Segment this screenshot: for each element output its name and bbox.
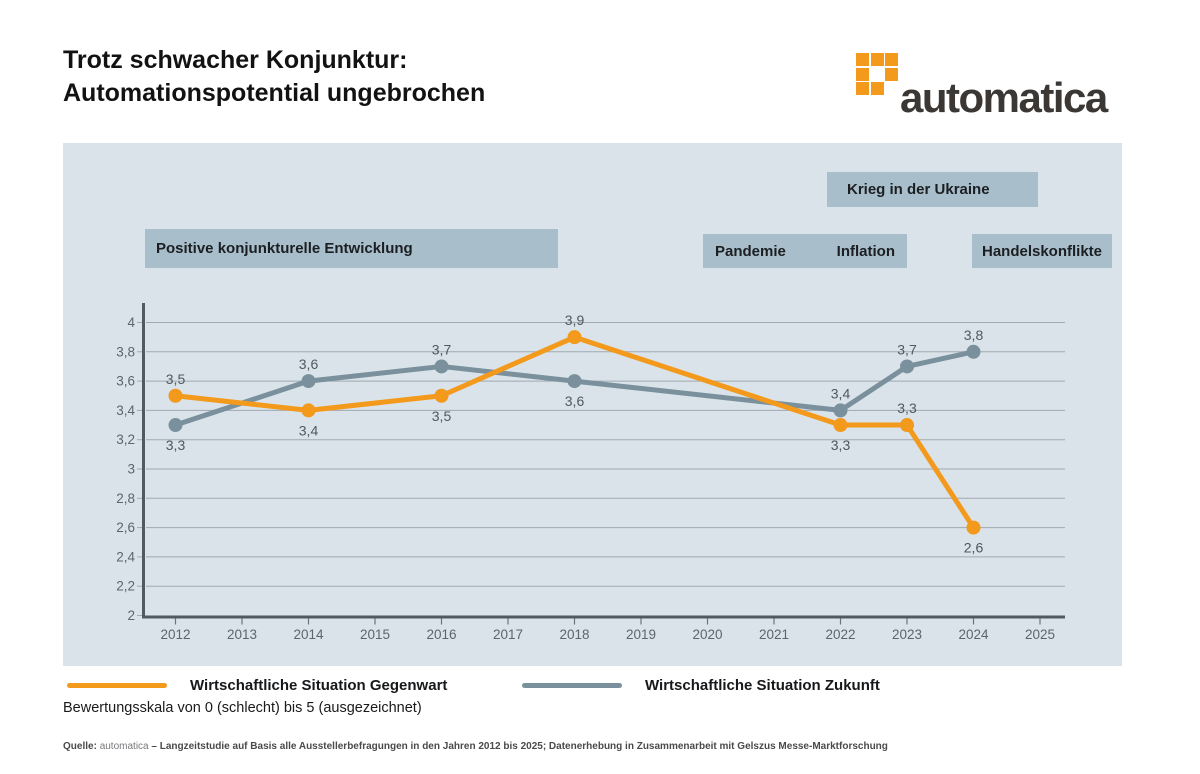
svg-text:2025: 2025 [1024,627,1056,642]
svg-text:2,8: 2,8 [116,490,135,506]
line-chart [63,143,1122,666]
source-brand: automatica [99,741,149,752]
page-title-line1: Trotz schwacher Konjunktur: [63,46,408,74]
svg-text:2019: 2019 [625,627,657,642]
svg-text:2,2: 2,2 [116,578,135,594]
svg-text:2021: 2021 [758,627,790,642]
svg-text:2,6: 2,6 [963,539,984,556]
svg-text:3,8: 3,8 [116,344,135,360]
svg-text:2018: 2018 [559,627,590,642]
svg-text:2020: 2020 [692,627,723,642]
automatica-logo [856,53,1126,119]
annotation-label: Krieg in der Ukraine [847,181,990,198]
svg-text:3,7: 3,7 [897,341,917,358]
annotation-pandemie-inflation [703,234,907,268]
svg-text:2012: 2012 [160,627,191,642]
svg-text:3,6: 3,6 [564,393,585,410]
annotation-handelskonflikte [972,234,1112,268]
logo-squares-icon [856,53,898,95]
legend-swatch-zukunft [522,683,622,688]
legend-label-gegenwart: Wirtschaftliche Situation Gegenwart [190,677,448,694]
svg-text:3,4: 3,4 [830,385,851,402]
svg-text:3,4: 3,4 [298,422,319,439]
legend-swatch-gegenwart [67,683,167,688]
svg-text:3,3: 3,3 [165,437,186,454]
logo-wordmark: automatica [900,74,1107,121]
svg-text:3,2: 3,2 [116,432,135,448]
svg-text:4: 4 [127,315,135,330]
svg-text:3,5: 3,5 [165,370,186,387]
annotation-krieg-ukraine [827,172,1038,207]
annotation-label: Positive konjunkturelle Entwicklung [156,240,413,257]
svg-text:2016: 2016 [426,627,457,642]
source-prefix: Quelle: [63,741,97,752]
svg-text:3,9: 3,9 [564,312,585,329]
svg-text:3: 3 [127,461,135,477]
svg-text:2014: 2014 [293,627,324,642]
svg-text:2024: 2024 [958,627,989,642]
page-title-line2: Automationspotential ungebrochen [63,79,486,107]
svg-text:3,3: 3,3 [830,437,851,454]
source-line [63,741,888,752]
svg-text:2013: 2013 [226,627,258,642]
svg-text:2,6: 2,6 [116,520,135,536]
svg-text:2022: 2022 [825,627,856,642]
svg-text:3,3: 3,3 [897,400,917,417]
chart-panel [63,143,1122,666]
svg-text:3,7: 3,7 [431,341,452,358]
annotation-label-pandemie: Pandemie [715,242,786,260]
svg-text:2,4: 2,4 [116,549,135,565]
svg-text:3,5: 3,5 [431,407,452,424]
svg-text:2017: 2017 [492,627,524,642]
annotation-label-inflation: Inflation [836,242,895,260]
svg-text:2015: 2015 [359,627,391,642]
svg-text:3,6: 3,6 [298,356,319,373]
svg-text:2: 2 [127,608,135,623]
svg-text:3,8: 3,8 [963,326,984,343]
legend-label-zukunft: Wirtschaftliche Situation Zukunft [645,677,880,694]
annotation-label: Handelskonflikte [981,242,1103,260]
svg-text:3,4: 3,4 [116,402,135,418]
svg-text:3,6: 3,6 [116,373,135,389]
page-title [63,44,485,110]
annotation-positive-entwicklung [145,229,558,268]
svg-text:2023: 2023 [891,627,923,642]
source-text: – Langzeitstudie auf Basis alle Ausstellerbefragungen in den Jahren 2012 bis 2025; Datenerhebung in Zusammenarbeit mit Gelszus Messe-Marktforschung [151,741,888,752]
rating-scale-note: Bewertungsskala von 0 (schlecht) bis 5 (ausgezeichnet) [63,700,422,716]
